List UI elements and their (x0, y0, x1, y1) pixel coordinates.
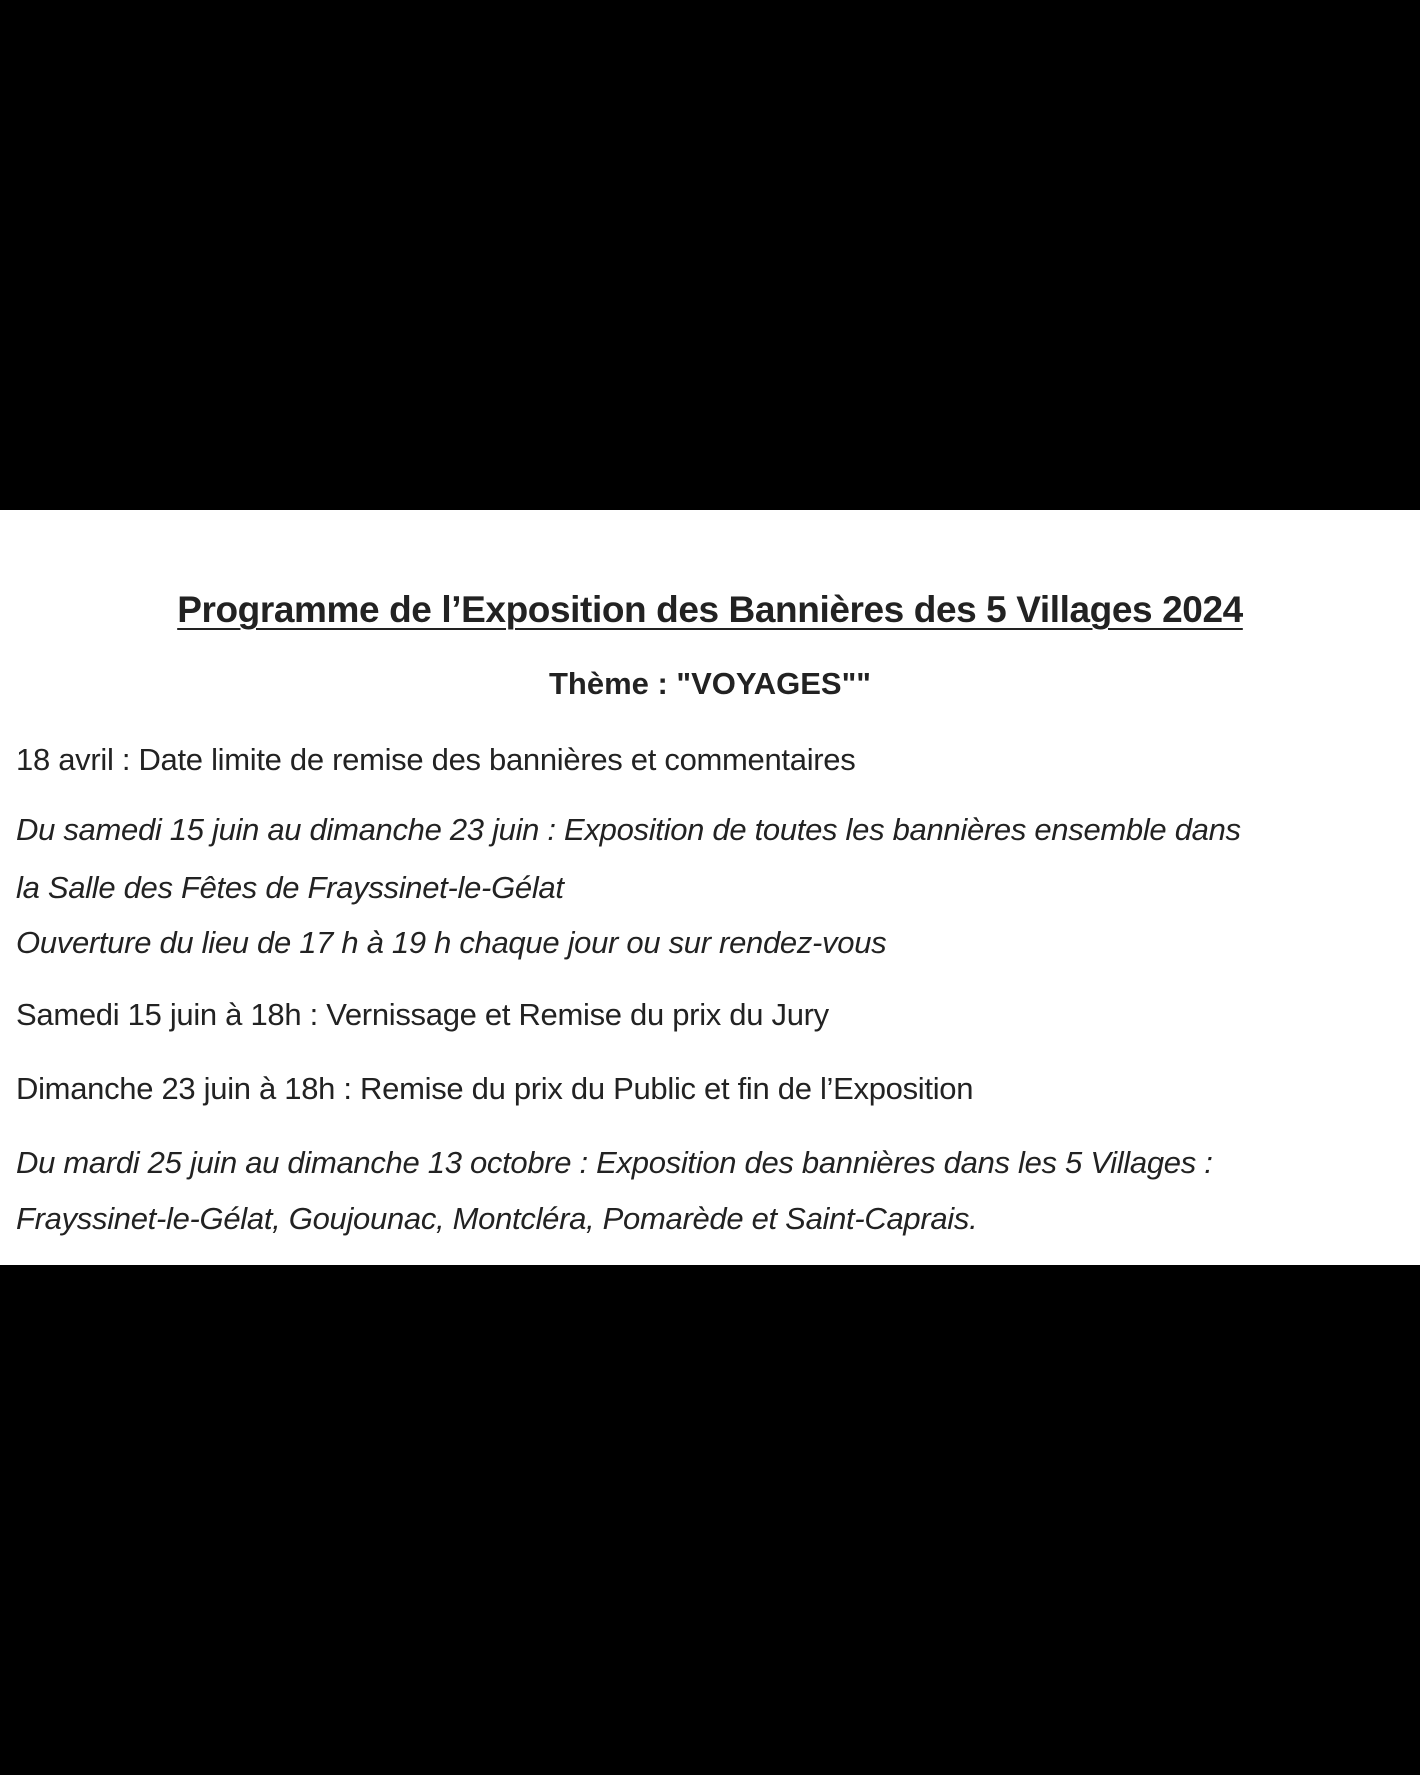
program-line-exhibition-venue: la Salle des Fêtes de Frayssinet-le-Gélat (16, 870, 564, 905)
program-line-villages-list: Frayssinet-le-Gélat, Goujounac, Montcléra, Pomarède et Saint-Caprais. (16, 1201, 978, 1236)
program-line-public-prize: Dimanche 23 juin à 18h : Remise du prix du Public et fin de l’Exposition (16, 1071, 974, 1106)
document-theme: Thème : "VOYAGES"" (548, 666, 872, 701)
document-title (0, 588, 1420, 632)
program-line-exhibition-dates: Du samedi 15 juin au dimanche 23 juin : Exposition de toutes les bannières ensemble dans (16, 812, 1241, 847)
program-line-vernissage: Samedi 15 juin à 18h : Vernissage et Remise du prix du Jury (16, 997, 829, 1032)
program-line-opening-hours: Ouverture du lieu de 17 h à 19 h chaque jour ou sur rendez-vous (16, 925, 887, 960)
document-title-text: Programme de l’Exposition des Bannières des 5 Villages 2024 (177, 589, 1243, 630)
program-line-villages-exhibition: Du mardi 25 juin au dimanche 13 octobre : Exposition des bannières dans les 5 Villages : (16, 1145, 1213, 1180)
document-sheet (0, 510, 1420, 1265)
program-line-deadline: 18 avril : Date limite de remise des bannières et commentaires (16, 742, 856, 777)
